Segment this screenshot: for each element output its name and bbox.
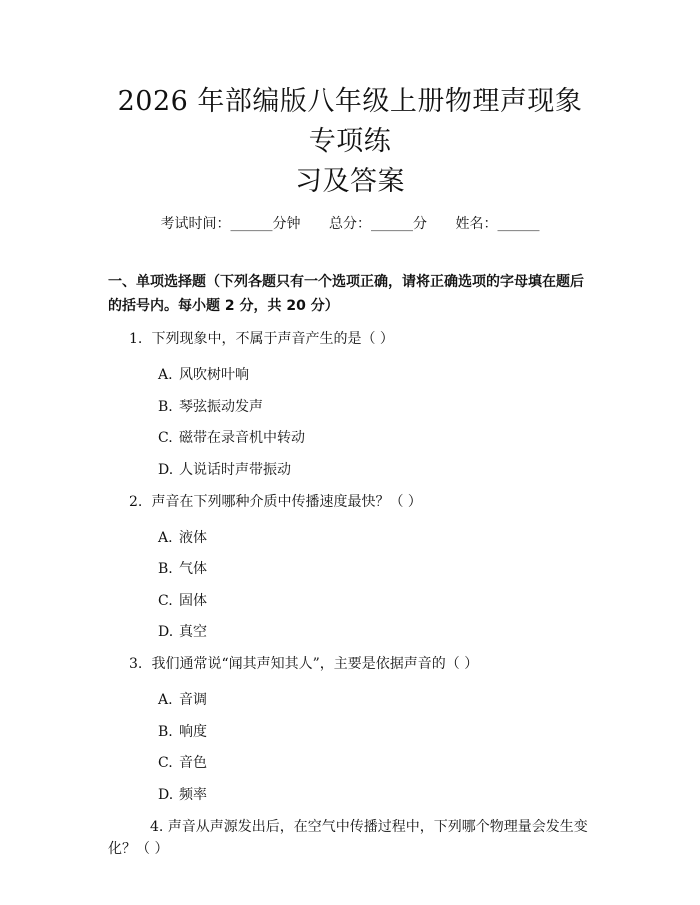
question-1 [108,328,592,481]
student-name: 姓名：______ [455,216,540,232]
title-line-2: 习及答案 [295,166,405,197]
option-text: 真空 [179,624,207,640]
option-text: 音调 [179,692,207,708]
option-text: 人说话时声带振动 [179,461,291,478]
question-body: 下列现象中，不属于声音产生的是（ ） [151,331,394,347]
option-text: 音色 [179,755,207,771]
option-text: 琴弦振动发声 [179,398,263,415]
option-list [108,527,592,644]
section-heading: 一、单项选择题（下列各题只有一个选项正确，请将正确选项的字母填在题后的括号内。每小题 2 分，共 20 分） [108,274,584,314]
question-number: 3. [129,656,143,672]
question-text [108,816,592,860]
option-d [108,459,592,481]
question-number: 4. [150,818,164,835]
option-letter: A. [158,367,173,383]
question-number: 2. [129,493,143,510]
question-text [108,653,592,675]
option-a [108,527,592,549]
option-list [108,364,592,481]
total-score: 总分：______分 [329,216,427,232]
option-letter: D. [158,786,174,803]
question-body: 声音从声源发出后，在空气中传播过程中，下列哪个物理量会发生变化？（ ） [108,818,588,857]
option-b [108,558,592,580]
option-text: 风吹树叶响 [179,367,249,383]
option-text: 固体 [179,592,207,609]
option-a [108,689,592,711]
option-a [108,364,592,386]
option-b [108,396,592,418]
option-text: 响度 [179,723,207,740]
option-d [108,784,592,806]
question-4 [108,816,592,860]
document-title [108,0,592,202]
option-d [108,621,592,643]
option-letter: B. [158,723,173,740]
question-number: 1. [129,331,143,347]
option-letter: D. [158,461,174,478]
option-letter: B. [158,561,173,577]
question-body: 声音在下列哪种介质中传播速度最快？（ ） [151,493,422,510]
option-text: 液体 [179,529,207,546]
exam-meta [108,214,592,234]
option-letter: B. [158,398,173,415]
option-text: 气体 [179,561,207,577]
question-text [108,491,592,513]
exam-time: 考试时间：______分钟 [160,216,301,232]
option-letter: A. [158,692,173,708]
option-letter: C. [158,755,173,771]
option-text: 磁带在录音机中转动 [179,430,305,446]
option-letter: C. [158,592,173,609]
option-letter: A. [158,529,173,546]
option-list [108,689,592,806]
option-b [108,721,592,743]
option-c [108,427,592,449]
question-2 [108,491,592,644]
option-letter: D. [158,624,174,640]
option-letter: C. [158,430,173,446]
question-body: 我们通常说“闻其声知其人”，主要是依据声音的（ ） [151,656,479,672]
question-text [108,328,592,350]
question-3 [108,653,592,806]
title-line-1: 2026 年部编版八年级上册物理声现象专项练 [117,86,583,157]
option-text: 频率 [179,786,207,803]
option-c [108,590,592,612]
option-c [108,752,592,774]
